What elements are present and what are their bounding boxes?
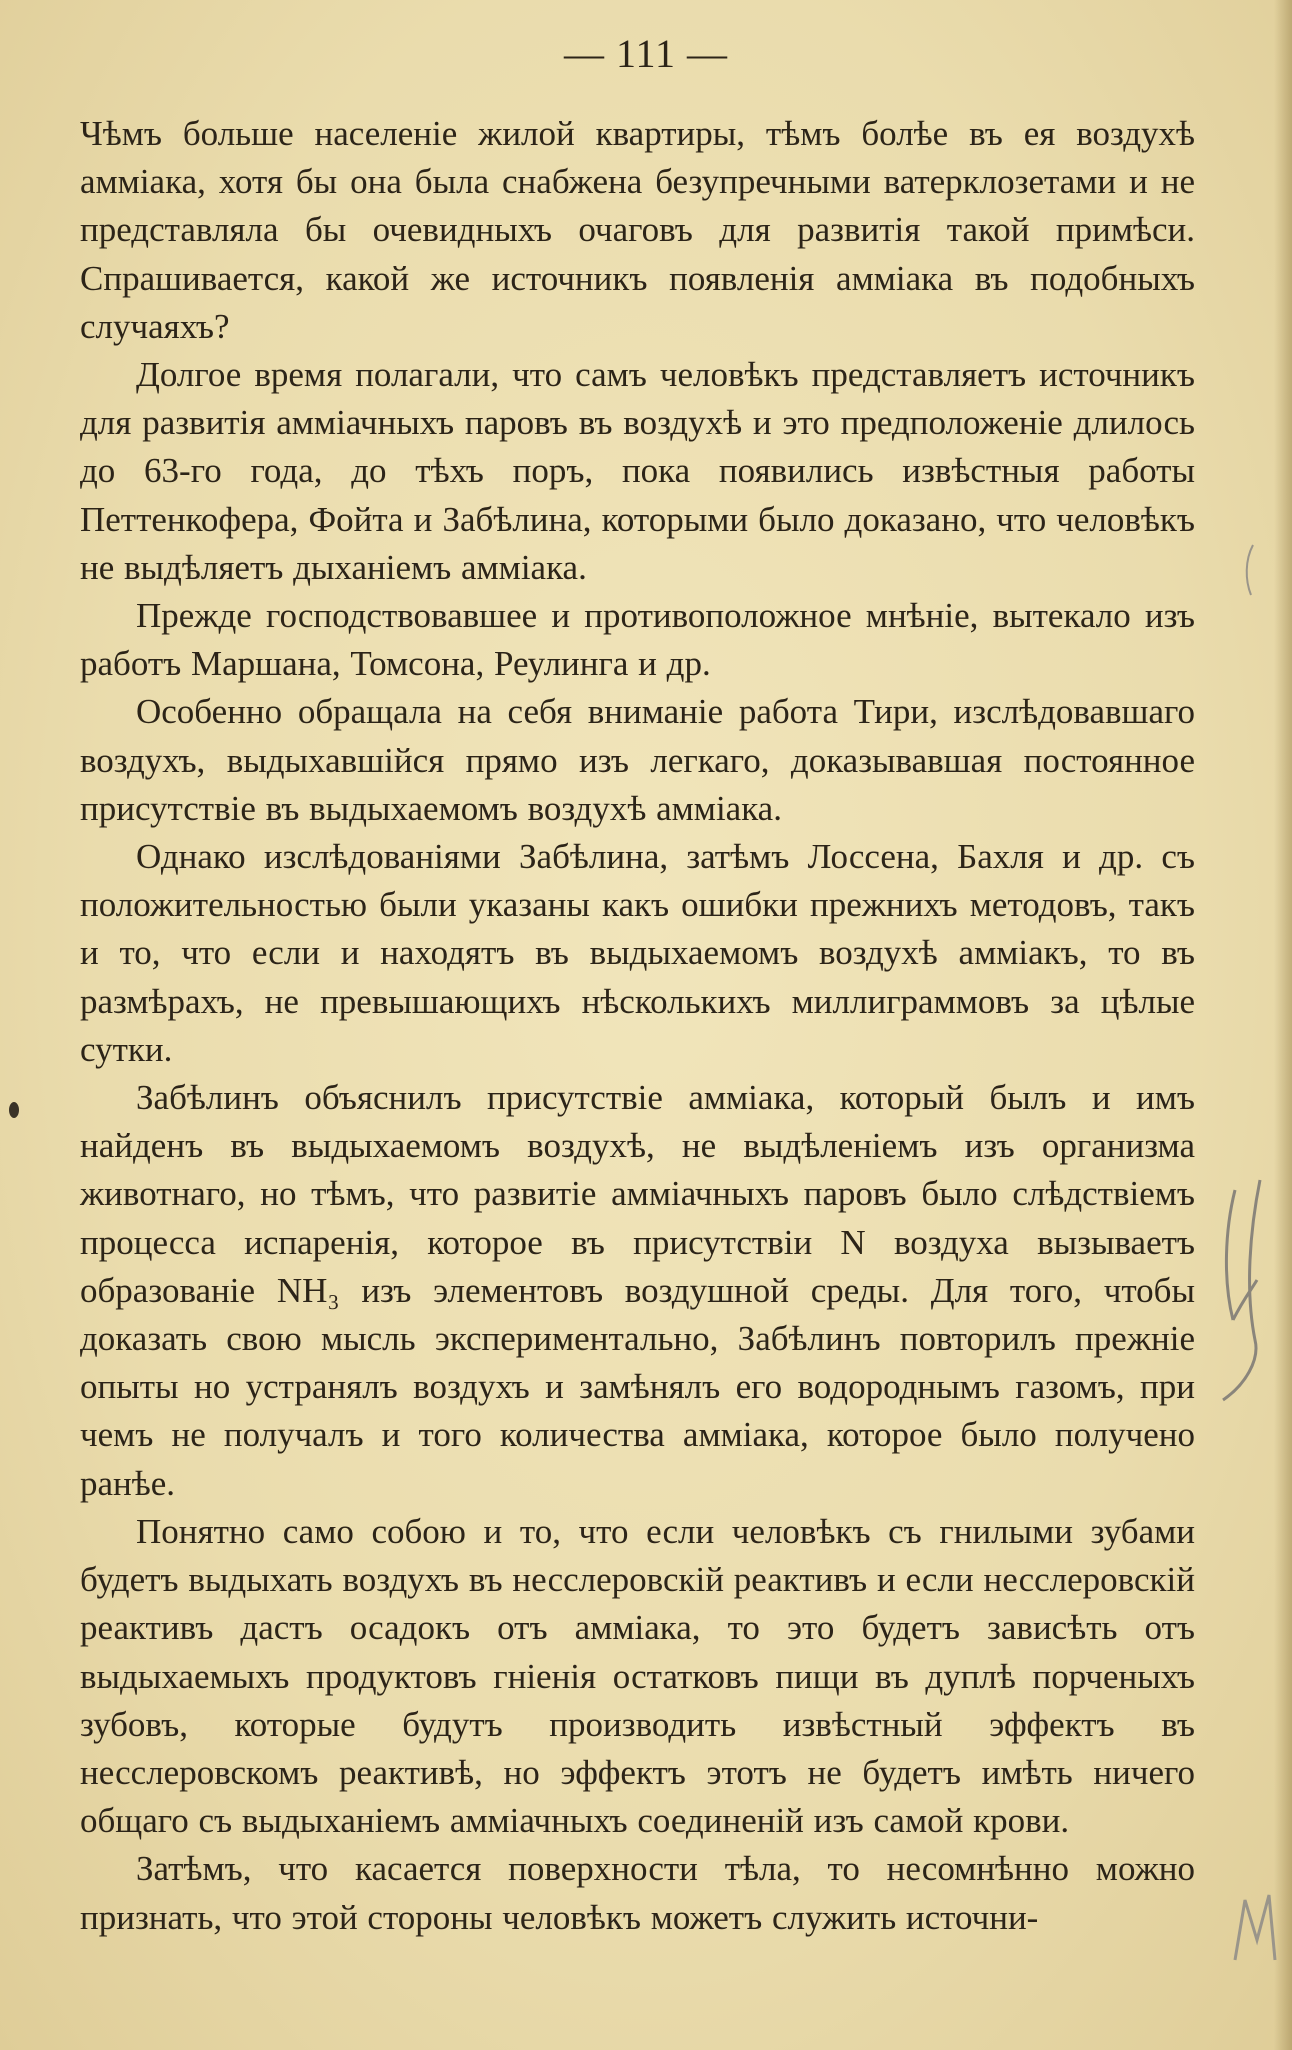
paragraph: Долгое время полагали, что самъ человѣкъ представляетъ источникъ для развитія амміачныхъ паровъ въ воздухѣ и это предположеніе длилось до 63-го года, до тѣхъ поръ, пока появились извѣстныя работы Петтенкофера, Фойта и Забѣлина, которыми было доказано, что человѣкъ не выдѣляетъ дыханіемъ амміака. (80, 355, 1195, 587)
paragraph: Затѣмъ, что касается поверхности тѣла, то несомнѣнно можно признать, что этой стороны человѣкъ можетъ служить источни- (80, 1849, 1195, 1937)
margin-pencil-mark (1215, 1170, 1285, 1410)
body-text (80, 110, 1195, 1942)
paragraph: Прежде господствовавшее и противоположное мнѣніе, вытекало изъ работъ Маршана, Томсона, Реулинга и др. (80, 596, 1195, 684)
page-edge-shadow (1274, 0, 1292, 2050)
paragraph: Чѣмъ больше населеніе жилой квартиры, тѣмъ болѣе въ ея воздухѣ амміака, хотя бы она была снабжена безупречными ватерклозетами и не представляла бы очевидныхъ очаговъ для развитія такой примѣси. Спрашивается, какой же источникъ появленія амміака въ подобныхъ случаяхъ? (80, 114, 1195, 346)
paragraph: Забѣлинъ объяснилъ присутствіе амміака, который былъ и имъ найденъ въ выдыхаемомъ воздухѣ, не выдѣленіемъ изъ организма животнаго, но тѣмъ, что развитіе амміачныхъ паровъ было слѣдствіемъ процесса испаренія, которое въ присутствіи N воздуха вызываетъ образованіе NH₃ изъ элементовъ воздушной среды. Для того, чтобы доказать свою мысль экспериментально, Забѣлинъ повторилъ прежніе опыты но устранялъ воздухъ и замѣнялъ его водороднымъ газомъ, при чемъ не получалъ и того количества амміака, которое было получено ранѣе. (80, 1078, 1195, 1503)
margin-pencil-mark (1225, 1880, 1285, 1970)
page-number: — 111 — (563, 31, 729, 76)
paragraph: Понятно само собою и то, что если человѣкъ съ гнилыми зубами будетъ выдыхать воздухъ въ несслеровскій реактивъ и если несслеровскій реактивъ дастъ осадокъ отъ амміака, то это будетъ зависѣть отъ выдыхаемыхъ продуктовъ гніенія остатковъ пищи въ дуплѣ порченыхъ зубовъ, которые будутъ производить извѣстный эффектъ въ несслеровскомъ реактивѣ, но эффектъ этотъ не будетъ имѣть ничего общаго съ выдыханіемъ амміачныхъ соединеній изъ самой крови. (80, 1511, 1195, 1841)
paragraph: Однако изслѣдованіями Забѣлина, затѣмъ Лоссена, Бахля и др. съ положительностью были указаны какъ ошибки прежнихъ методовъ, такъ и то, что если и находятъ въ выдыхаемомъ воздухѣ амміакъ, то въ размѣрахъ, не превышающихъ нѣсколькихъ миллиграммовъ за цѣлые сутки. (80, 837, 1195, 1069)
margin-pencil-mark (1235, 540, 1265, 600)
paragraph: Особенно обращала на себя вниманіе работа Тири, изслѣдовавшаго воздухъ, выдыхавшійся прямо изъ легкаго, доказывавшая постоянное присутствіе въ выдыхаемомъ воздухѣ амміака. (80, 692, 1195, 828)
margin-dot-mark (6, 1100, 22, 1120)
